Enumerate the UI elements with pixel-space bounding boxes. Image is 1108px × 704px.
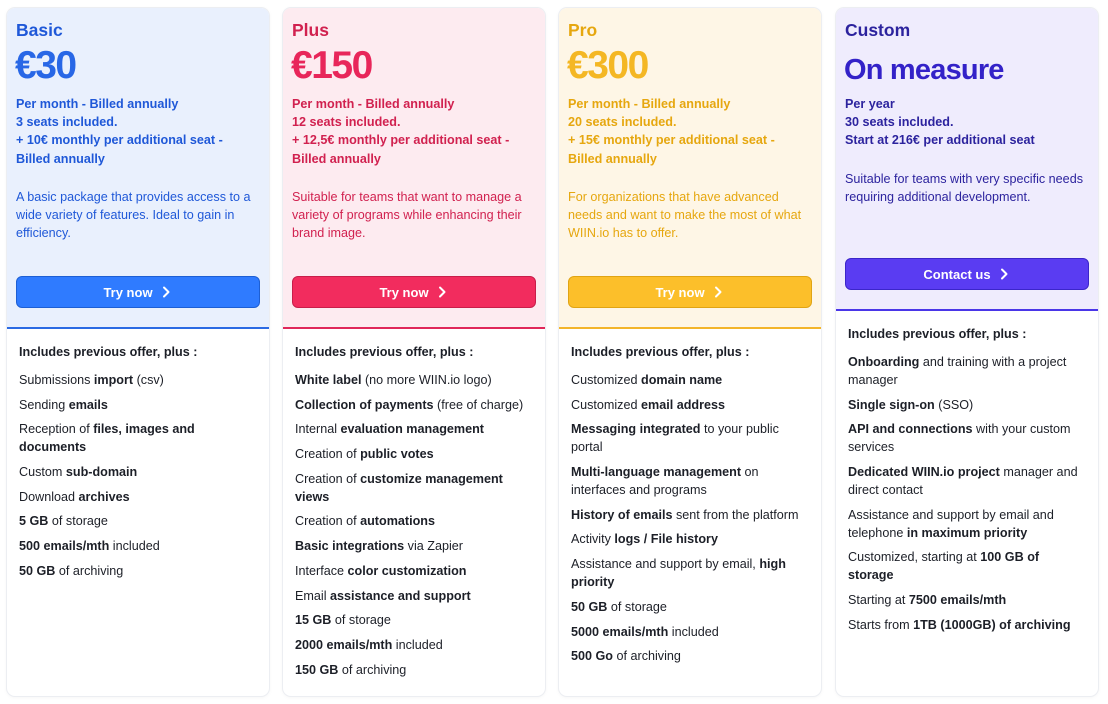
- feature-text-bold: logs / File history: [614, 532, 718, 547]
- feature-item: [848, 616, 1088, 634]
- feature-item: [19, 463, 259, 481]
- feature-item: [295, 661, 535, 679]
- feature-text-bold: Onboarding: [848, 355, 920, 369]
- feature-text-pre: Customized: [571, 397, 641, 412]
- plan-name: Basic: [16, 20, 63, 40]
- features: [848, 353, 1088, 634]
- chevron-right-icon: [997, 267, 1011, 281]
- chevron-right-icon: [159, 285, 173, 299]
- plan-billing-info: [845, 95, 1088, 150]
- feature-text-pre: Reception of: [19, 422, 94, 437]
- feature-text-bold: public votes: [360, 447, 434, 462]
- feature-text-bold: 2000 emails/mth: [295, 637, 393, 652]
- feature-text-post: included: [109, 539, 160, 554]
- feature-item: [848, 548, 1088, 584]
- plan-card-custom: [836, 8, 1098, 696]
- feature-text-bold: assistance and support: [330, 588, 471, 603]
- additional-seat-price: Start at 216€ per additional seat: [845, 133, 1035, 148]
- feature-text-pre: Submissions: [19, 373, 94, 387]
- plan-divider: [559, 327, 821, 329]
- feature-text-post: on interfaces and programs: [571, 465, 759, 498]
- feature-text-bold: sub-domain: [65, 465, 138, 480]
- additional-seat-price: + 15€ monthly per additional seat - Billed annually: [568, 133, 775, 166]
- plan-billing-info: [568, 95, 811, 168]
- plan-card-plus: [283, 8, 545, 696]
- feature-text-post: to your public portal: [571, 422, 779, 455]
- feature-text-bold: 7500 emails/mth: [908, 593, 1007, 608]
- feature-text-pre: Creation of: [295, 447, 361, 462]
- plan-divider: [7, 327, 269, 329]
- feature-text-pre: Creation of: [295, 514, 361, 529]
- feature-text-bold: archives: [78, 489, 130, 504]
- feature-item: [571, 463, 811, 499]
- feature-item: [848, 420, 1088, 456]
- feature-text-bold: email address: [641, 397, 726, 412]
- feature-item: [571, 530, 811, 548]
- plan-header: [7, 8, 269, 328]
- button-label: Try now: [379, 284, 429, 300]
- feature-item: [848, 506, 1088, 542]
- chevron-right-icon: [711, 285, 725, 299]
- feature-item: [295, 371, 535, 389]
- feature-item: [19, 396, 259, 414]
- feature-text-pre: Starting at: [848, 593, 909, 608]
- feature-text-bold: files, images and documents: [19, 422, 195, 455]
- feature-text-post: (csv): [133, 373, 164, 387]
- feature-text-post: of archiving: [55, 563, 124, 578]
- try-now-button[interactable]: [568, 276, 812, 308]
- plan-description: For organizations that have advanced needs and want to make the most of what WIIN.io has to offer.: [568, 190, 802, 241]
- feature-text-bold: Single sign-on: [848, 397, 935, 412]
- plan-header: [559, 8, 821, 328]
- feature-text-post: of storage: [331, 613, 391, 628]
- plan-card-basic: [7, 8, 269, 696]
- feature-text-post: manager and direct contact: [848, 465, 1078, 498]
- feature-item: [19, 371, 259, 389]
- feature-item: [571, 396, 811, 414]
- seats-included: 30 seats included.: [845, 115, 954, 130]
- feature-text-bold: Multi-language management: [571, 465, 742, 480]
- feature-text-pre: Customized: [571, 373, 641, 387]
- feature-item: [19, 488, 259, 506]
- feature-text-bold: History of emails: [571, 507, 673, 522]
- feature-text-bold: emails: [68, 397, 108, 412]
- chevron-right-icon: [435, 285, 449, 299]
- feature-item: [295, 445, 535, 463]
- features: [295, 371, 535, 679]
- plan-name: Custom: [845, 20, 911, 40]
- features-title: Includes previous offer, plus :: [848, 327, 1027, 341]
- try-now-button[interactable]: [292, 276, 536, 308]
- feature-text-bold: color customization: [347, 563, 467, 578]
- try-now-button[interactable]: [16, 276, 260, 308]
- seats-included: 3 seats included.: [16, 115, 118, 130]
- billing-period: Per year: [845, 97, 895, 111]
- feature-text-post: included: [392, 637, 443, 652]
- feature-list: [295, 343, 535, 685]
- feature-item: [295, 611, 535, 629]
- feature-text-pre: Activity: [571, 532, 615, 547]
- additional-seat-price: + 12,5€ monthly per additional seat - Billed annually: [292, 133, 510, 166]
- plan-price: €30: [15, 44, 76, 87]
- feature-text-bold: Basic integrations: [295, 539, 405, 554]
- feature-text-post: (free of charge): [433, 397, 524, 412]
- features-title: Includes previous offer, plus :: [571, 345, 750, 359]
- feature-item: [295, 537, 535, 555]
- billing-period: Per month - Billed annually: [292, 97, 455, 111]
- feature-text-post: sent from the platform: [672, 507, 799, 522]
- feature-text-pre: Assistance and support by email,: [571, 557, 760, 572]
- feature-text-bold: import: [93, 373, 134, 387]
- button-label: Try now: [655, 284, 705, 300]
- feature-text-bold: 1TB (1000GB) of archiving: [913, 617, 1071, 632]
- features-title: Includes previous offer, plus :: [295, 345, 474, 359]
- plan-divider: [283, 327, 545, 329]
- feature-text-bold: 500 Go: [571, 649, 613, 664]
- feature-item: [295, 396, 535, 414]
- feature-text-pre: Download: [19, 489, 79, 504]
- feature-item: [295, 420, 535, 438]
- feature-item: [571, 647, 811, 665]
- feature-text-post: via Zapier: [404, 539, 463, 554]
- feature-text-bold: White label: [295, 373, 362, 387]
- feature-item: [19, 537, 259, 555]
- feature-item: [571, 420, 811, 456]
- feature-text-bold: Messaging integrated: [571, 422, 701, 437]
- plan-card-pro: [559, 8, 821, 696]
- plan-header: [283, 8, 545, 328]
- feature-list: [19, 343, 259, 587]
- feature-text-bold: 100 GB of storage: [848, 550, 1040, 583]
- feature-text-bold: high priority: [571, 557, 786, 590]
- plan-name: Plus: [292, 20, 329, 40]
- feature-text-pre: Starts from: [848, 617, 914, 632]
- button-label: Contact us: [923, 266, 991, 282]
- button-label: Try now: [103, 284, 153, 300]
- feature-item: [295, 636, 535, 654]
- features: [571, 371, 811, 665]
- feature-item: [571, 555, 811, 591]
- feature-text-bold: evaluation management: [340, 422, 484, 437]
- feature-item: [571, 506, 811, 524]
- feature-item: [295, 470, 535, 506]
- plan-description: Suitable for teams that want to manage a variety of programs while enhancing their brand image.: [292, 190, 522, 241]
- additional-seat-price: + 10€ monthly per additional seat - Billed annually: [16, 133, 223, 166]
- feature-text-bold: Dedicated WIIN.io project: [848, 465, 1000, 480]
- feature-text-post: of archiving: [338, 662, 407, 677]
- plan-price: €150: [291, 44, 372, 87]
- seats-included: 12 seats included.: [292, 115, 401, 130]
- plan-name: Pro: [568, 20, 598, 40]
- feature-text-pre: Internal: [295, 422, 341, 437]
- feature-text-bold: 50 GB: [571, 599, 608, 614]
- feature-text-bold: 5000 emails/mth: [571, 624, 669, 639]
- features-title: Includes previous offer, plus :: [19, 345, 198, 359]
- feature-item: [19, 512, 259, 530]
- plan-description: A basic package that provides access to a wide variety of features. Ideal to gain in efficiency.: [16, 190, 251, 241]
- feature-item: [848, 463, 1088, 499]
- feature-item: [571, 623, 811, 641]
- feature-item: [848, 396, 1088, 414]
- feature-text-bold: 50 GB: [19, 563, 56, 578]
- billing-period: Per month - Billed annually: [568, 97, 731, 111]
- plan-billing-info: [16, 95, 259, 168]
- feature-text-bold: 500 emails/mth: [19, 539, 110, 554]
- seats-included: 20 seats included.: [568, 115, 677, 130]
- feature-text-pre: Assistance and support by email and telephone: [848, 507, 1054, 540]
- features: [19, 371, 259, 580]
- feature-item: [848, 591, 1088, 609]
- feature-text-post: and training with a project manager: [848, 355, 1067, 387]
- feature-text-post: included: [668, 624, 719, 639]
- contact-us-button[interactable]: [845, 258, 1089, 290]
- feature-text-bold: domain name: [641, 373, 723, 387]
- feature-item: [848, 353, 1088, 389]
- feature-item: [295, 512, 535, 530]
- feature-text-pre: Interface: [295, 563, 348, 578]
- feature-text-pre: Customized, starting at: [848, 550, 981, 565]
- feature-text-bold: 15 GB: [295, 613, 332, 628]
- feature-text-post: with your custom services: [848, 422, 1071, 455]
- feature-item: [571, 598, 811, 616]
- plan-header: [836, 8, 1098, 310]
- feature-text-bold: automations: [360, 514, 435, 529]
- feature-item: [295, 562, 535, 580]
- feature-item: [295, 587, 535, 605]
- plan-price: On measure: [844, 54, 1004, 86]
- feature-text-post: of storage: [48, 514, 108, 529]
- feature-text-pre: Creation of: [295, 471, 361, 486]
- billing-period: Per month - Billed annually: [16, 97, 179, 111]
- feature-text-post: (no more WIIN.io logo): [361, 373, 492, 387]
- feature-list: [848, 325, 1088, 641]
- plan-divider: [836, 309, 1098, 311]
- feature-item: [19, 420, 259, 456]
- plan-description: Suitable for teams with very specific needs requiring additional development.: [845, 172, 1083, 205]
- feature-text-pre: Email: [295, 588, 330, 603]
- feature-text-bold: 5 GB: [19, 514, 49, 529]
- feature-text-bold: 150 GB: [295, 662, 339, 677]
- feature-item: [19, 562, 259, 580]
- feature-text-bold: in maximum priority: [906, 525, 1028, 540]
- feature-text-bold: customize management views: [295, 471, 503, 504]
- plan-price: €300: [567, 44, 648, 87]
- feature-text-bold: Collection of payments: [295, 397, 434, 412]
- feature-text-pre: Sending: [19, 397, 69, 412]
- plan-billing-info: [292, 95, 535, 168]
- feature-text-post: of archiving: [613, 649, 681, 664]
- feature-text-post: of storage: [607, 599, 667, 614]
- feature-text-post: (SSO): [934, 397, 974, 412]
- feature-text-bold: API and connections: [848, 422, 973, 437]
- feature-text-pre: Custom: [19, 465, 66, 480]
- feature-item: [571, 371, 811, 389]
- feature-list: [571, 343, 811, 672]
